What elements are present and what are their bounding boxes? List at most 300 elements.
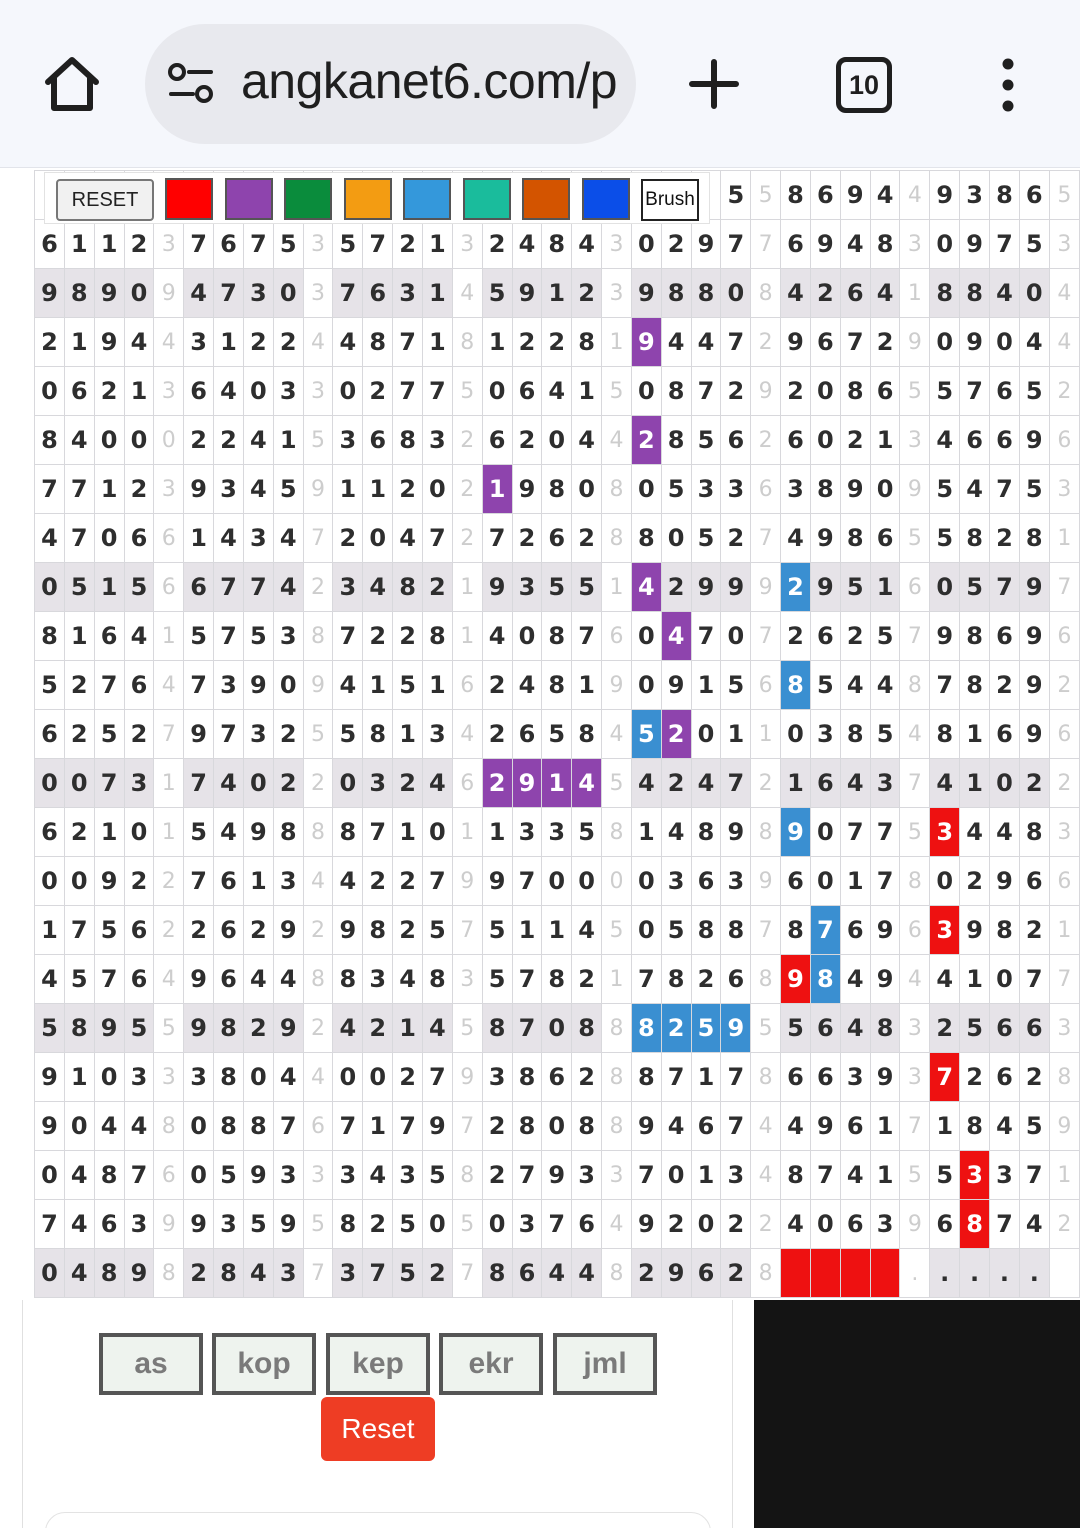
grid-cell[interactable]: 1 (363, 661, 393, 710)
grid-cell[interactable]: 4 (512, 220, 542, 269)
grid-cell[interactable]: 4 (1019, 318, 1049, 367)
grid-cell[interactable]: 9 (35, 1053, 65, 1102)
grid-cell[interactable]: 6 (214, 906, 244, 955)
grid-cell[interactable]: 7 (721, 220, 751, 269)
grid-cell[interactable]: 4 (781, 1200, 811, 1249)
grid-cell[interactable]: 6 (810, 171, 840, 220)
grid-cell[interactable]: 0 (333, 1053, 363, 1102)
grid-cell[interactable]: 3 (721, 465, 751, 514)
grid-cell[interactable]: 2 (393, 857, 423, 906)
grid-cell[interactable]: 1 (273, 416, 303, 465)
grid-cell[interactable]: 6 (1049, 710, 1079, 759)
grid-cell[interactable]: 4 (273, 955, 303, 1004)
grid-cell[interactable]: 0 (35, 563, 65, 612)
grid-cell[interactable]: 1 (960, 710, 990, 759)
grid-cell[interactable]: 9 (1019, 612, 1049, 661)
grid-cell[interactable]: 0 (273, 661, 303, 710)
grid-cell[interactable]: 5 (691, 1004, 721, 1053)
grid-cell[interactable]: 8 (602, 465, 632, 514)
grid-cell[interactable]: 1 (721, 710, 751, 759)
color-swatch[interactable] (463, 178, 511, 220)
grid-cell[interactable]: 7 (94, 955, 124, 1004)
grid-cell[interactable]: 1 (452, 612, 482, 661)
grid-cell[interactable]: 3 (1049, 220, 1079, 269)
grid-cell[interactable]: 1 (422, 318, 452, 367)
grid-cell[interactable]: 9 (960, 906, 990, 955)
grid-cell[interactable]: 2 (960, 857, 990, 906)
grid-cell[interactable]: 0 (810, 1200, 840, 1249)
grid-cell[interactable]: 4 (124, 612, 154, 661)
grid-cell[interactable]: 9 (184, 1004, 214, 1053)
grid-cell[interactable]: 8 (870, 220, 900, 269)
grid-cell[interactable]: 7 (512, 1151, 542, 1200)
grid-cell[interactable]: 5 (124, 563, 154, 612)
grid-cell[interactable]: 7 (751, 220, 781, 269)
grid-cell[interactable]: 4 (602, 416, 632, 465)
grid-cell[interactable]: 4 (243, 465, 273, 514)
grid-cell[interactable]: 4 (781, 1102, 811, 1151)
grid-cell[interactable]: 9 (960, 318, 990, 367)
grid-cell[interactable]: 4 (840, 955, 870, 1004)
grid-cell[interactable]: 2 (572, 955, 602, 1004)
grid-cell[interactable]: 4 (64, 1249, 94, 1298)
grid-cell[interactable]: 8 (661, 416, 691, 465)
grid-cell[interactable]: 2 (482, 1151, 512, 1200)
grid-cell[interactable]: 8 (422, 955, 452, 1004)
grid-cell[interactable]: 6 (960, 416, 990, 465)
grid-cell[interactable]: 8 (214, 1102, 244, 1151)
grid-cell[interactable]: 1 (602, 563, 632, 612)
grid-cell[interactable]: 6 (542, 514, 572, 563)
grid-cell[interactable]: 9 (35, 1102, 65, 1151)
grid-cell[interactable]: 3 (303, 1151, 333, 1200)
grid-cell[interactable]: 9 (273, 1004, 303, 1053)
grid-cell[interactable]: 3 (691, 465, 721, 514)
grid-cell[interactable]: 0 (990, 318, 1020, 367)
grid-cell[interactable]: 8 (691, 808, 721, 857)
grid-cell[interactable]: 9 (542, 1151, 572, 1200)
grid-cell[interactable]: 7 (691, 612, 721, 661)
grid-cell[interactable]: 4 (900, 955, 930, 1004)
grid-cell[interactable]: 7 (64, 465, 94, 514)
grid-cell[interactable]: 8 (602, 1004, 632, 1053)
grid-cell[interactable]: 9 (482, 563, 512, 612)
grid-cell[interactable]: 5 (243, 612, 273, 661)
grid-cell[interactable]: 7 (572, 612, 602, 661)
grid-cell[interactable]: 5 (124, 1004, 154, 1053)
grid-cell[interactable]: 7 (900, 612, 930, 661)
grid-cell[interactable]: 7 (333, 269, 363, 318)
grid-cell[interactable]: 3 (333, 563, 363, 612)
grid-cell[interactable]: 0 (64, 759, 94, 808)
grid-cell[interactable]: 4 (214, 514, 244, 563)
grid-cell[interactable]: 8 (243, 1102, 273, 1151)
grid-cell[interactable]: 0 (631, 367, 661, 416)
grid-cell[interactable]: 5 (751, 171, 781, 220)
grid-cell[interactable]: 9 (94, 857, 124, 906)
grid-cell[interactable]: 3 (810, 710, 840, 759)
grid-cell[interactable]: 6 (303, 1102, 333, 1151)
grid-cell[interactable]: 6 (781, 220, 811, 269)
grid-cell[interactable]: 7 (422, 857, 452, 906)
grid-cell[interactable]: 1 (482, 465, 512, 514)
grid-cell[interactable]: 1 (542, 906, 572, 955)
grid-cell[interactable]: 9 (184, 1200, 214, 1249)
grid-cell[interactable]: 0 (810, 416, 840, 465)
grid-cell[interactable]: 9 (900, 318, 930, 367)
grid-cell[interactable]: 3 (900, 1004, 930, 1053)
grid-cell[interactable]: 0 (1019, 269, 1049, 318)
grid-cell[interactable]: 8 (691, 906, 721, 955)
color-swatch[interactable] (165, 178, 213, 220)
grid-cell[interactable]: 8 (781, 1151, 811, 1200)
grid-cell[interactable]: 4 (303, 318, 333, 367)
reset-button[interactable]: RESET (56, 179, 154, 221)
more-vert-icon[interactable] (996, 58, 1020, 112)
grid-cell[interactable]: 1 (960, 955, 990, 1004)
grid-cell[interactable]: 7 (1049, 563, 1079, 612)
grid-cell[interactable]: 6 (602, 612, 632, 661)
grid-cell[interactable]: 2 (1049, 1200, 1079, 1249)
grid-cell[interactable]: 2 (303, 563, 333, 612)
grid-cell[interactable]: 6 (154, 563, 184, 612)
grid-cell[interactable]: 1 (1049, 906, 1079, 955)
grid-cell[interactable]: 8 (602, 1053, 632, 1102)
grid-cell[interactable]: 4 (1019, 1200, 1049, 1249)
grid-cell[interactable]: 4 (214, 367, 244, 416)
grid-cell[interactable]: 8 (214, 1249, 244, 1298)
grid-cell[interactable]: 7 (960, 367, 990, 416)
grid-cell[interactable]: 4 (542, 367, 572, 416)
grid-cell[interactable]: 9 (154, 1200, 184, 1249)
grid-cell[interactable]: 8 (154, 1249, 184, 1298)
grid-cell[interactable]: 6 (810, 318, 840, 367)
grid-cell[interactable]: 1 (35, 906, 65, 955)
grid-cell[interactable]: 1 (482, 808, 512, 857)
grid-cell[interactable]: 5 (452, 1200, 482, 1249)
grid-cell[interactable]: 7 (542, 1200, 572, 1249)
grid-cell[interactable]: 8 (542, 612, 572, 661)
grid-cell[interactable]: 8 (602, 1249, 632, 1298)
grid-cell[interactable]: 7 (363, 1249, 393, 1298)
grid-cell[interactable]: 7 (35, 465, 65, 514)
grid-cell[interactable]: 4 (572, 1249, 602, 1298)
grid-cell[interactable]: 9 (661, 1249, 691, 1298)
grid-cell[interactable]: 7 (273, 1102, 303, 1151)
grid-cell[interactable]: 9 (1019, 661, 1049, 710)
grid-cell[interactable]: 9 (422, 1102, 452, 1151)
grid-cell[interactable]: 7 (900, 759, 930, 808)
grid-cell[interactable]: 0 (482, 1200, 512, 1249)
grid-cell[interactable]: 5 (393, 1200, 423, 1249)
grid-cell[interactable]: 4 (64, 416, 94, 465)
grid-cell[interactable]: 7 (1049, 955, 1079, 1004)
grid-cell[interactable]: 6 (990, 710, 1020, 759)
grid-cell[interactable]: 2 (273, 318, 303, 367)
grid-cell[interactable]: 2 (154, 906, 184, 955)
grid-cell[interactable]: 5 (542, 563, 572, 612)
grid-cell[interactable]: 3 (184, 1053, 214, 1102)
grid-cell[interactable]: 4 (35, 955, 65, 1004)
grid-cell[interactable]: 4 (870, 171, 900, 220)
grid-cell[interactable]: 1 (691, 1151, 721, 1200)
grid-cell[interactable]: 3 (333, 1249, 363, 1298)
grid-cell[interactable]: 0 (631, 661, 661, 710)
grid-cell[interactable]: 0 (930, 857, 960, 906)
grid-cell[interactable]: 6 (900, 906, 930, 955)
grid-cell[interactable]: 4 (422, 759, 452, 808)
grid-cell[interactable]: 2 (661, 1004, 691, 1053)
grid-cell[interactable]: 7 (94, 661, 124, 710)
grid-cell[interactable] (781, 1249, 811, 1298)
grid-cell[interactable]: 9 (631, 1102, 661, 1151)
grid-cell[interactable]: 3 (214, 465, 244, 514)
grid-cell[interactable]: 4 (124, 318, 154, 367)
grid-cell[interactable]: 9 (751, 857, 781, 906)
grid-cell[interactable]: 4 (333, 318, 363, 367)
grid-cell[interactable]: 1 (572, 367, 602, 416)
grid-cell[interactable]: 4 (870, 661, 900, 710)
grid-cell[interactable]: 2 (393, 1053, 423, 1102)
grid-cell[interactable]: 2 (393, 906, 423, 955)
grid-cell[interactable]: 2 (64, 661, 94, 710)
grid-cell[interactable]: 6 (781, 1053, 811, 1102)
grid-cell[interactable]: 2 (840, 612, 870, 661)
grid-cell[interactable]: 0 (810, 857, 840, 906)
grid-cell[interactable]: 2 (691, 955, 721, 1004)
grid-cell[interactable]: 5 (661, 465, 691, 514)
grid-cell[interactable]: 5 (393, 1249, 423, 1298)
grid-cell[interactable]: 9 (303, 661, 333, 710)
grid-cell[interactable]: 5 (422, 906, 452, 955)
grid-cell[interactable]: 4 (572, 220, 602, 269)
grid-cell[interactable]: 1 (840, 857, 870, 906)
grid-cell[interactable]: 0 (810, 367, 840, 416)
grid-cell[interactable]: 8 (661, 367, 691, 416)
grid-cell[interactable]: 9 (1019, 416, 1049, 465)
grid-cell[interactable]: 2 (393, 220, 423, 269)
grid-cell[interactable]: 2 (631, 416, 661, 465)
grid-cell[interactable]: 0 (243, 759, 273, 808)
grid-cell[interactable]: 8 (870, 1004, 900, 1053)
grid-cell[interactable]: 9 (184, 465, 214, 514)
reset-button-bottom[interactable]: Reset (321, 1397, 435, 1461)
grid-cell[interactable]: 9 (512, 465, 542, 514)
grid-cell[interactable]: 1 (870, 1151, 900, 1200)
grid-cell[interactable]: 3 (900, 1053, 930, 1102)
grid-cell[interactable]: 3 (1049, 808, 1079, 857)
grid-cell[interactable]: 6 (35, 220, 65, 269)
grid-cell[interactable]: 1 (184, 514, 214, 563)
grid-cell[interactable]: 3 (243, 514, 273, 563)
grid-cell[interactable]: 5 (900, 514, 930, 563)
grid-cell[interactable]: 5 (900, 367, 930, 416)
grid-cell[interactable]: 0 (781, 710, 811, 759)
grid-cell[interactable]: 8 (452, 1151, 482, 1200)
grid-cell[interactable]: 0 (691, 1200, 721, 1249)
grid-cell[interactable]: 6 (35, 710, 65, 759)
grid-cell[interactable]: 5 (1019, 367, 1049, 416)
grid-cell[interactable]: 5 (930, 514, 960, 563)
grid-cell[interactable]: 4 (900, 171, 930, 220)
grid-cell[interactable]: 3 (422, 710, 452, 759)
grid-cell[interactable]: 4 (572, 416, 602, 465)
grid-cell[interactable]: 8 (781, 171, 811, 220)
grid-cell[interactable]: 2 (661, 220, 691, 269)
grid-cell[interactable]: 1 (243, 857, 273, 906)
grid-cell[interactable]: 5 (273, 220, 303, 269)
grid-cell[interactable]: 7 (512, 1004, 542, 1053)
grid-cell[interactable]: 4 (273, 1053, 303, 1102)
grid-cell[interactable]: 5 (333, 220, 363, 269)
grid-cell[interactable]: 9 (930, 171, 960, 220)
grid-cell[interactable]: 3 (393, 269, 423, 318)
grid-cell[interactable]: 4 (691, 318, 721, 367)
grid-cell[interactable]: 7 (900, 1102, 930, 1151)
grid-cell[interactable]: 3 (243, 269, 273, 318)
grid-cell[interactable]: 1 (631, 808, 661, 857)
grid-cell[interactable]: 8 (810, 465, 840, 514)
grid-cell[interactable]: 6 (870, 514, 900, 563)
grid-cell[interactable]: 4 (900, 710, 930, 759)
grid-cell[interactable]: 6 (781, 857, 811, 906)
grid-cell[interactable]: 3 (900, 220, 930, 269)
grid-cell[interactable]: 8 (602, 514, 632, 563)
grid-cell[interactable]: 8 (810, 955, 840, 1004)
grid-cell[interactable]: 3 (214, 1200, 244, 1249)
grid-cell[interactable]: 8 (751, 1053, 781, 1102)
grid-cell[interactable]: 5 (1049, 171, 1079, 220)
grid-cell[interactable]: 3 (124, 1053, 154, 1102)
grid-cell[interactable]: 8 (960, 612, 990, 661)
grid-cell[interactable]: 1 (781, 759, 811, 808)
grid-cell[interactable]: 8 (35, 612, 65, 661)
grid-cell[interactable]: 5 (602, 367, 632, 416)
grid-cell[interactable]: 3 (154, 465, 184, 514)
grid-cell[interactable]: 2 (1049, 367, 1079, 416)
grid-cell[interactable]: 3 (482, 1053, 512, 1102)
grid-cell[interactable]: 9 (751, 563, 781, 612)
grid-cell[interactable]: 2 (1019, 906, 1049, 955)
grid-cell[interactable]: 2 (990, 661, 1020, 710)
grid-cell[interactable]: 8 (512, 1102, 542, 1151)
grid-cell[interactable]: 8 (840, 367, 870, 416)
grid-cell[interactable]: 3 (1049, 465, 1079, 514)
grid-cell[interactable]: 0 (990, 955, 1020, 1004)
grid-cell[interactable]: 7 (64, 514, 94, 563)
grid-cell[interactable]: 8 (661, 955, 691, 1004)
grid-cell[interactable]: 9 (273, 906, 303, 955)
grid-cell[interactable]: 3 (930, 808, 960, 857)
grid-cell[interactable]: 7 (990, 220, 1020, 269)
grid-cell[interactable]: 4 (303, 857, 333, 906)
grid-cell[interactable]: 2 (452, 465, 482, 514)
grid-cell[interactable]: 6 (214, 857, 244, 906)
grid-cell[interactable]: 7 (930, 661, 960, 710)
grid-cell[interactable]: 2 (572, 1053, 602, 1102)
color-swatch[interactable] (225, 178, 273, 220)
grid-cell[interactable]: 5 (35, 661, 65, 710)
grid-cell[interactable]: 3 (452, 955, 482, 1004)
grid-cell[interactable]: 9 (631, 318, 661, 367)
grid-cell[interactable]: 8 (303, 612, 333, 661)
grid-cell[interactable]: 6 (810, 1004, 840, 1053)
grid-cell[interactable]: 9 (482, 857, 512, 906)
grid-cell[interactable]: 9 (124, 1249, 154, 1298)
grid-cell[interactable]: 7 (631, 1151, 661, 1200)
grid-cell[interactable]: 9 (781, 955, 811, 1004)
grid-cell[interactable]: 2 (303, 906, 333, 955)
grid-cell[interactable]: 4 (840, 1004, 870, 1053)
grid-cell[interactable]: 4 (393, 955, 423, 1004)
grid-cell[interactable]: 1 (542, 269, 572, 318)
grid-cell[interactable]: 4 (452, 710, 482, 759)
grid-cell[interactable]: 6 (840, 1200, 870, 1249)
grid-cell[interactable]: 3 (721, 857, 751, 906)
grid-cell[interactable]: 5 (64, 955, 94, 1004)
grid-cell[interactable]: 6 (810, 1053, 840, 1102)
grid-cell[interactable]: 2 (631, 1249, 661, 1298)
grid-cell[interactable]: 5 (960, 1004, 990, 1053)
grid-cell[interactable]: 0 (512, 612, 542, 661)
grid-cell[interactable]: 8 (542, 220, 572, 269)
grid-cell[interactable]: 7 (214, 710, 244, 759)
grid-cell[interactable]: 9 (900, 465, 930, 514)
grid-cell[interactable]: 3 (184, 318, 214, 367)
grid-cell[interactable]: 9 (243, 1151, 273, 1200)
as-button[interactable]: as (99, 1333, 203, 1395)
grid-cell[interactable]: 2 (64, 808, 94, 857)
grid-cell[interactable]: 7 (990, 465, 1020, 514)
grid-cell[interactable]: 7 (870, 857, 900, 906)
grid-cell[interactable]: 5 (94, 710, 124, 759)
grid-cell[interactable]: 6 (512, 367, 542, 416)
grid-cell[interactable]: 0 (602, 857, 632, 906)
grid-cell[interactable]: 2 (363, 857, 393, 906)
grid-cell[interactable]: 1 (94, 563, 124, 612)
grid-cell[interactable]: 9 (721, 1004, 751, 1053)
grid-cell[interactable]: 9 (691, 563, 721, 612)
grid-cell[interactable]: 9 (333, 906, 363, 955)
grid-cell[interactable]: 1 (393, 808, 423, 857)
grid-cell[interactable]: 0 (810, 808, 840, 857)
grid-cell[interactable]: 5 (930, 465, 960, 514)
grid-cell[interactable]: 1 (363, 1102, 393, 1151)
grid-cell[interactable]: 4 (273, 514, 303, 563)
grid-cell[interactable]: 0 (363, 514, 393, 563)
grid-cell[interactable]: 8 (64, 269, 94, 318)
grid-cell[interactable]: 0 (930, 220, 960, 269)
grid-cell[interactable]: 8 (960, 1102, 990, 1151)
grid-cell[interactable]: 8 (661, 269, 691, 318)
grid-cell[interactable]: 3 (273, 367, 303, 416)
grid-cell[interactable]: 5 (1019, 220, 1049, 269)
grid-cell[interactable]: 3 (900, 416, 930, 465)
grid-cell[interactable]: 4 (631, 563, 661, 612)
grid-cell[interactable]: 0 (631, 220, 661, 269)
grid-cell[interactable]: 8 (960, 1200, 990, 1249)
grid-cell[interactable]: 1 (870, 563, 900, 612)
grid-cell[interactable]: 7 (422, 367, 452, 416)
grid-cell[interactable]: 4 (333, 1004, 363, 1053)
grid-cell[interactable]: 4 (631, 759, 661, 808)
grid-cell[interactable]: 1 (1049, 514, 1079, 563)
grid-cell[interactable]: 8 (900, 661, 930, 710)
grid-cell[interactable]: 9 (870, 955, 900, 1004)
grid-cell[interactable]: 8 (840, 514, 870, 563)
grid-cell[interactable]: 3 (273, 857, 303, 906)
grid-cell[interactable]: 0 (333, 759, 363, 808)
